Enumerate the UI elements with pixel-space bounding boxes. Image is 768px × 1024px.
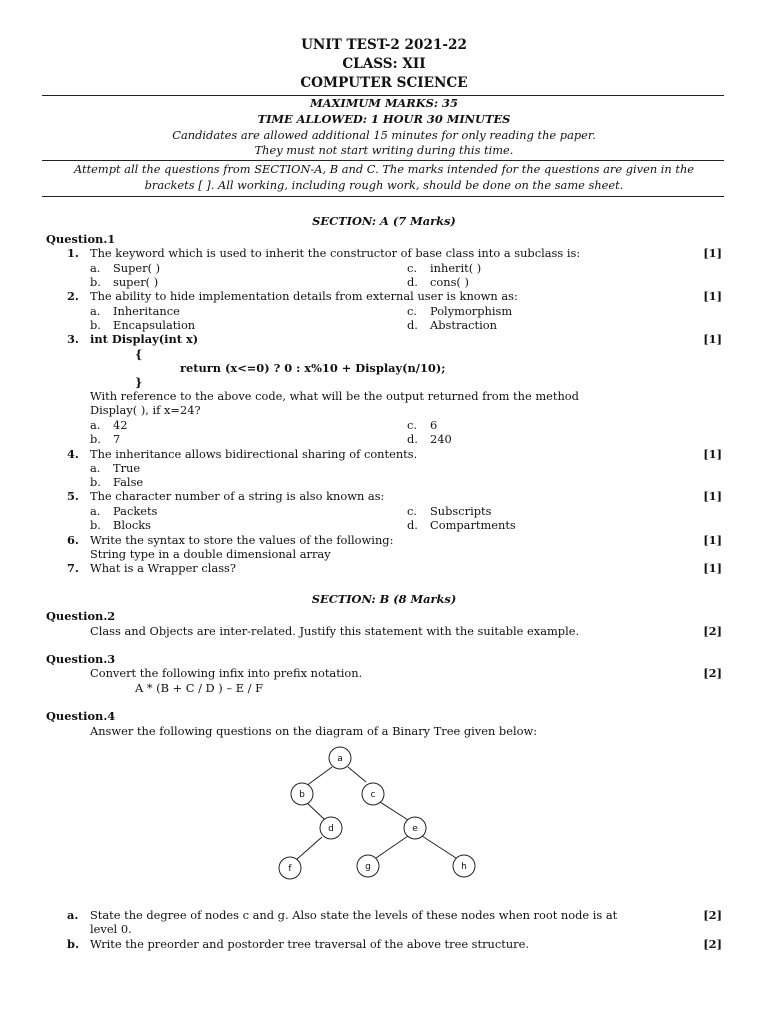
sb-q3-text: Convert the following infix into prefix notation.	[90, 666, 363, 680]
q5-option-c: Subscripts	[430, 504, 492, 518]
edge-a-c	[348, 767, 366, 782]
q3-option-c: 6	[430, 418, 438, 432]
q1-option-c-label: c.	[407, 261, 418, 275]
edge-c-e	[380, 802, 408, 820]
q6-number: 6.	[67, 533, 79, 547]
edge-e-h	[422, 836, 456, 858]
node-b-label: b	[299, 790, 305, 800]
q3-brace-open: {	[135, 347, 143, 361]
q1-option-b-label: b.	[90, 275, 101, 289]
sb-q2-text: Class and Objects are inter-related. Justify this statement with the suitable example.	[90, 624, 580, 638]
q4a-text-2: level 0.	[90, 922, 132, 936]
q3-code-close	[0, 375, 768, 389]
q5-option-b-label: b.	[90, 518, 101, 532]
q2-stem	[0, 289, 768, 303]
q1-options-row-2	[0, 275, 768, 289]
q5-text: The character number of a string is also known as:	[90, 489, 385, 503]
q4-option-a-label: a.	[90, 461, 101, 475]
edge-b-d	[306, 802, 325, 820]
q4-option-b-row	[0, 475, 768, 489]
q2-option-c-label: c.	[407, 304, 418, 318]
time-allowed: TIME ALLOWED: 1 HOUR 30 MINUTES	[257, 111, 511, 126]
max-marks: MAXIMUM MARKS: 35	[310, 96, 458, 110]
q4b-marks: [2]	[703, 937, 722, 951]
q2-option-d: Abstraction	[430, 318, 497, 332]
q1-options-row-1	[0, 261, 768, 275]
q3-code-line: return (x<=0) ? 0 : x%10 + Display(n/10);	[180, 361, 446, 375]
q5-stem	[0, 489, 768, 503]
q5-option-c-label: c.	[407, 504, 418, 518]
q3-marks: [1]	[703, 332, 722, 346]
question-2-heading: Question.2	[46, 609, 116, 623]
q4-option-a-row	[0, 461, 768, 475]
q3-desc-line-1: With reference to the above code, what will be the output returned from the method	[90, 389, 579, 403]
section-a-title: SECTION: A (7 Marks)	[312, 214, 456, 228]
q4a-number: a.	[67, 908, 79, 922]
q4-option-b: False	[113, 475, 144, 489]
q4b-text: Write the preorder and postorder tree traversal of the above tree structure.	[90, 937, 529, 951]
q1-option-d: cons( )	[430, 275, 469, 289]
reading-note-1: Candidates are allowed additional 15 minutes for only reading the paper.	[172, 127, 596, 142]
q3-description-2	[0, 403, 768, 417]
q4a-marks: [2]	[703, 908, 722, 922]
divider-bottom	[42, 196, 724, 197]
q2-option-d-label: d.	[407, 318, 418, 332]
q3-option-a-label: a.	[90, 418, 101, 432]
q5-option-a: Packets	[113, 504, 158, 518]
q1-number: 1.	[67, 246, 79, 260]
subject-title: COMPUTER SCIENCE	[300, 75, 468, 91]
node-g-label: g	[365, 862, 371, 872]
q4-text: The inheritance allows bidirectional sharing of contents.	[90, 447, 418, 461]
sb-q3-marks: [2]	[703, 666, 722, 680]
q7-text: What is a Wrapper class?	[90, 561, 236, 575]
q3-options-row-2	[0, 432, 768, 446]
q4b-row	[0, 937, 768, 951]
q2-options-row-2	[0, 318, 768, 332]
q3-option-b: 7	[113, 432, 121, 446]
edge-e-g	[376, 836, 408, 858]
q3-code-open	[0, 347, 768, 361]
q2-option-a: Inheritance	[113, 304, 180, 318]
node-a-label: a	[337, 754, 343, 764]
q4-option-a: True	[113, 461, 141, 475]
q5-option-d: Compartments	[430, 518, 516, 532]
q2-options-row-1	[0, 304, 768, 318]
question-3-heading: Question.3	[46, 652, 116, 666]
q5-options-row-2	[0, 518, 768, 532]
q7-number: 7.	[67, 561, 79, 575]
q2-option-b: Encapsulation	[113, 318, 196, 332]
binary-tree-diagram	[270, 740, 500, 885]
q5-marks: [1]	[703, 489, 722, 503]
q1-text: The keyword which is used to inherit the constructor of base class into a subclass is:	[90, 246, 581, 260]
q4a-row-1	[0, 908, 768, 922]
q3-description-1	[0, 389, 768, 403]
q2-number: 2.	[67, 289, 79, 303]
q3-brace-close: }	[135, 375, 143, 389]
sb-q4-text: Answer the following questions on the diagram of a Binary Tree given below:	[90, 724, 538, 738]
q6-stem	[0, 533, 768, 547]
q2-text: The ability to hide implementation details from external user is known as:	[90, 289, 518, 303]
question-1-heading: Question.1	[46, 232, 116, 246]
node-c-label: c	[370, 790, 376, 800]
q7-stem	[0, 561, 768, 575]
q5-option-b: Blocks	[113, 518, 151, 532]
q1-option-c: inherit( )	[430, 261, 482, 275]
q5-number: 5.	[67, 489, 79, 503]
q3-number: 3.	[67, 332, 79, 346]
sb-q3-expression-row	[0, 681, 768, 695]
q4-marks: [1]	[703, 447, 722, 461]
edge-d-f	[296, 837, 322, 860]
reading-note-2: They must not start writing during this time.	[254, 143, 514, 158]
q2-option-c: Polymorphism	[430, 304, 513, 318]
q4-option-b-label: b.	[90, 475, 101, 489]
node-e-label: e	[412, 824, 418, 834]
section-b-title: SECTION: B (8 Marks)	[311, 592, 457, 606]
q4a-text-1: State the degree of nodes c and g. Also state the levels of these nodes when root node is at	[90, 908, 618, 922]
class-title: CLASS: XII	[342, 56, 426, 72]
divider-middle	[42, 160, 724, 161]
q1-option-d-label: d.	[407, 275, 418, 289]
q4b-number: b.	[67, 937, 79, 951]
q3-option-b-label: b.	[90, 432, 101, 446]
q2-marks: [1]	[703, 289, 722, 303]
q3-stem	[0, 332, 768, 346]
sb-q3-expression: A * (B + C / D ) – E / F	[135, 681, 263, 695]
q4a-row-2	[0, 922, 768, 936]
q6-subline	[0, 547, 768, 561]
sb-q2-row	[0, 624, 768, 638]
sb-q4-row	[0, 724, 768, 738]
node-d-label: d	[328, 824, 334, 834]
q3-code-body	[0, 361, 768, 375]
q3-options-row-1	[0, 418, 768, 432]
q3-option-a: 42	[113, 418, 128, 432]
q2-option-a-label: a.	[90, 304, 101, 318]
sb-q3-row	[0, 666, 768, 680]
q1-marks: [1]	[703, 246, 722, 260]
q1-stem	[0, 246, 768, 260]
q7-marks: [1]	[703, 561, 722, 575]
exam-title: UNIT TEST-2 2021-22	[301, 37, 467, 53]
q3-option-d: 240	[430, 432, 452, 446]
q3-desc-line-2: Display( ), if x=24?	[90, 403, 201, 417]
q3-code-signature: int Display(int x)	[90, 332, 199, 346]
q6-marks: [1]	[703, 533, 722, 547]
instructions-line-1: Attempt all the questions from SECTION-A, B and C. The marks intended for the questions are given in the	[73, 162, 695, 176]
q1-option-b: super( )	[113, 275, 159, 289]
instructions-line-2: brackets [ ]. All working, including rough work, should be done on the same sheet.	[144, 177, 624, 192]
sb-q2-marks: [2]	[703, 624, 722, 638]
node-f-label: f	[288, 864, 292, 874]
q4-number: 4.	[67, 447, 79, 461]
q1-option-a: Super( )	[113, 261, 161, 275]
node-h-label: h	[461, 862, 467, 872]
q5-options-row-1	[0, 504, 768, 518]
q1-option-a-label: a.	[90, 261, 101, 275]
edge-a-b	[306, 767, 332, 786]
q2-option-b-label: b.	[90, 318, 101, 332]
q6-sub-text: String type in a double dimensional array	[90, 547, 331, 561]
q3-option-c-label: c.	[407, 418, 418, 432]
q5-option-d-label: d.	[407, 518, 418, 532]
q3-option-d-label: d.	[407, 432, 418, 446]
q5-option-a-label: a.	[90, 504, 101, 518]
q6-text: Write the syntax to store the values of the following:	[90, 533, 394, 547]
question-4-heading: Question.4	[46, 709, 116, 723]
q4-stem	[0, 447, 768, 461]
